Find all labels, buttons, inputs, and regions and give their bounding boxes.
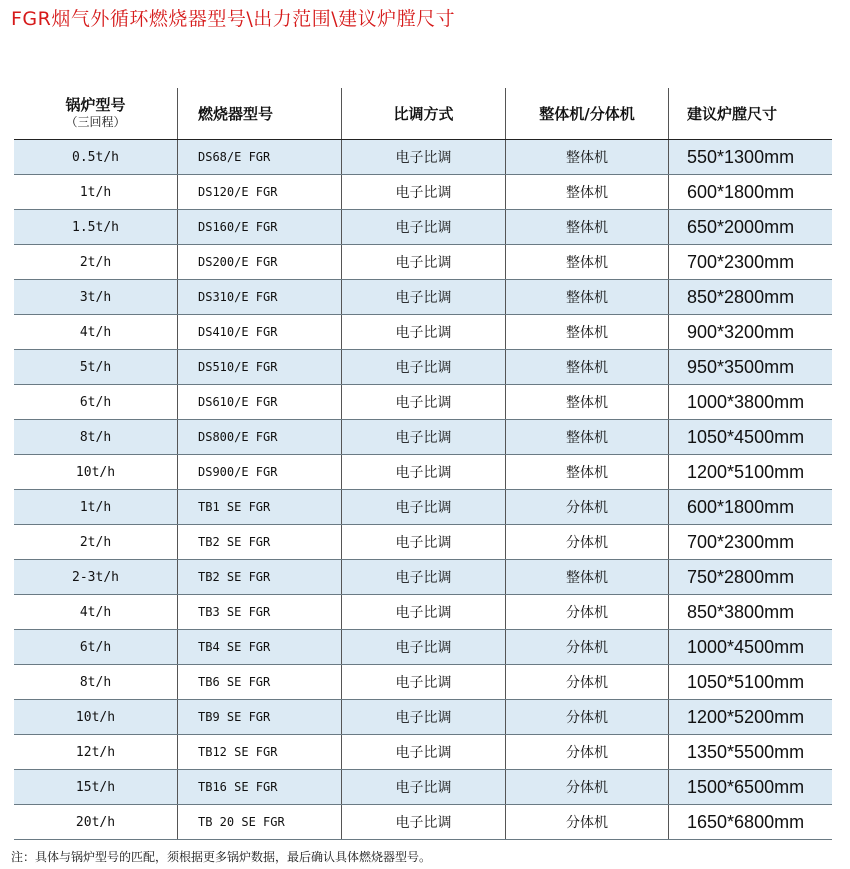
cell-furnace-size: 650*2000mm (668, 210, 832, 244)
cell-regulation: 电子比调 (341, 350, 505, 384)
cell-burner-model: TB2 SE FGR (177, 525, 341, 559)
table-row (14, 245, 832, 280)
cell-unit-type: 整体机 (505, 385, 668, 419)
cell-furnace-size: 1650*6800mm (668, 805, 832, 839)
table-row (14, 770, 832, 805)
cell-burner-model: DS900/E FGR (177, 455, 341, 489)
cell-burner-model: TB 20 SE FGR (177, 805, 341, 839)
cell-regulation: 电子比调 (341, 700, 505, 734)
cell-boiler-model: 3t/h (79, 289, 112, 305)
header-boiler-model (14, 88, 177, 139)
cell-unit-type: 整体机 (505, 280, 668, 314)
table-row (14, 805, 832, 840)
cell-regulation: 电子比调 (341, 245, 505, 279)
cell-unit-type: 分体机 (505, 490, 668, 524)
cell-unit-type: 整体机 (505, 560, 668, 594)
table-header-row (14, 88, 832, 140)
cell-regulation: 电子比调 (341, 140, 505, 174)
cell-burner-model: DS120/E FGR (177, 175, 341, 209)
cell-furnace-size: 1000*3800mm (668, 385, 832, 419)
cell-burner-model: TB3 SE FGR (177, 595, 341, 629)
header-furnace-size: 建议炉膛尺寸 (668, 88, 832, 139)
cell-unit-type: 分体机 (505, 630, 668, 664)
table-row (14, 665, 832, 700)
cell-regulation: 电子比调 (341, 175, 505, 209)
table-row (14, 315, 832, 350)
cell-boiler-model: 1t/h (79, 184, 112, 200)
cell-furnace-size: 850*2800mm (668, 280, 832, 314)
cell-furnace-size: 1050*5100mm (668, 665, 832, 699)
cell-burner-model: DS200/E FGR (177, 245, 341, 279)
cell-boiler-model: 10t/h (75, 464, 116, 480)
header-burner-model: 燃烧器型号 (177, 88, 341, 139)
cell-boiler-model: 2t/h (79, 254, 112, 270)
cell-burner-model: TB4 SE FGR (177, 630, 341, 664)
table-row (14, 630, 832, 665)
cell-furnace-size: 600*1800mm (668, 175, 832, 209)
cell-burner-model: DS610/E FGR (177, 385, 341, 419)
cell-regulation: 电子比调 (341, 280, 505, 314)
cell-furnace-size: 1000*4500mm (668, 630, 832, 664)
cell-unit-type: 整体机 (505, 245, 668, 279)
cell-regulation: 电子比调 (341, 560, 505, 594)
header-boiler-model-label: 锅炉型号 (65, 95, 126, 114)
cell-furnace-size: 1200*5200mm (668, 700, 832, 734)
cell-burner-model: DS510/E FGR (177, 350, 341, 384)
cell-boiler-model: 2-3t/h (72, 569, 119, 585)
cell-furnace-size: 1050*4500mm (668, 420, 832, 454)
cell-burner-model: DS310/E FGR (177, 280, 341, 314)
cell-burner-model: TB12 SE FGR (177, 735, 341, 769)
cell-regulation: 电子比调 (341, 630, 505, 664)
cell-regulation: 电子比调 (341, 385, 505, 419)
cell-regulation: 电子比调 (341, 525, 505, 559)
header-unit-type: 整体机/分体机 (505, 88, 668, 139)
cell-unit-type: 分体机 (505, 665, 668, 699)
cell-regulation: 电子比调 (341, 665, 505, 699)
table-row (14, 280, 832, 315)
cell-boiler-model: 6t/h (79, 639, 112, 655)
cell-unit-type: 分体机 (505, 525, 668, 559)
cell-boiler-model: 15t/h (75, 779, 116, 795)
cell-furnace-size: 850*3800mm (668, 595, 832, 629)
cell-boiler-model: 1t/h (79, 499, 112, 515)
table-row (14, 210, 832, 245)
table-row (14, 350, 832, 385)
cell-furnace-size: 700*2300mm (668, 525, 832, 559)
cell-boiler-model: 4t/h (79, 324, 112, 340)
table-row (14, 175, 832, 210)
cell-burner-model: DS800/E FGR (177, 420, 341, 454)
table-row (14, 560, 832, 595)
table-row (14, 455, 832, 490)
cell-furnace-size: 750*2800mm (668, 560, 832, 594)
cell-boiler-model: 5t/h (79, 359, 112, 375)
cell-burner-model: TB9 SE FGR (177, 700, 341, 734)
table-row (14, 525, 832, 560)
table-row (14, 140, 832, 175)
table-row (14, 420, 832, 455)
cell-regulation: 电子比调 (341, 735, 505, 769)
footnote: 注：具体与锅炉型号的匹配，须根据更多锅炉数据，最后确认具体燃烧器型号。 (11, 850, 432, 864)
cell-furnace-size: 700*2300mm (668, 245, 832, 279)
cell-regulation: 电子比调 (341, 595, 505, 629)
cell-regulation: 电子比调 (341, 805, 505, 839)
cell-unit-type: 分体机 (505, 770, 668, 804)
cell-furnace-size: 900*3200mm (668, 315, 832, 349)
cell-boiler-model: 10t/h (75, 709, 116, 725)
cell-regulation: 电子比调 (341, 490, 505, 524)
cell-unit-type: 整体机 (505, 175, 668, 209)
cell-burner-model: TB6 SE FGR (177, 665, 341, 699)
cell-burner-model: DS410/E FGR (177, 315, 341, 349)
cell-furnace-size: 1200*5100mm (668, 455, 832, 489)
cell-unit-type: 整体机 (505, 210, 668, 244)
cell-regulation: 电子比调 (341, 420, 505, 454)
table-row (14, 490, 832, 525)
cell-unit-type: 整体机 (505, 140, 668, 174)
cell-boiler-model: 20t/h (75, 814, 116, 830)
cell-burner-model: DS68/E FGR (177, 140, 341, 174)
cell-boiler-model: 4t/h (79, 604, 112, 620)
cell-unit-type: 分体机 (505, 700, 668, 734)
cell-regulation: 电子比调 (341, 455, 505, 489)
cell-burner-model: TB1 SE FGR (177, 490, 341, 524)
cell-boiler-model: 1.5t/h (72, 219, 119, 235)
cell-burner-model: TB16 SE FGR (177, 770, 341, 804)
cell-burner-model: TB2 SE FGR (177, 560, 341, 594)
cell-furnace-size: 600*1800mm (668, 490, 832, 524)
cell-furnace-size: 550*1300mm (668, 140, 832, 174)
header-regulation: 比调方式 (341, 88, 505, 139)
cell-unit-type: 分体机 (505, 595, 668, 629)
table-row (14, 385, 832, 420)
cell-furnace-size: 1350*5500mm (668, 735, 832, 769)
cell-boiler-model: 2t/h (79, 534, 112, 550)
cell-burner-model: DS160/E FGR (177, 210, 341, 244)
cell-unit-type: 分体机 (505, 805, 668, 839)
cell-unit-type: 整体机 (505, 455, 668, 489)
cell-regulation: 电子比调 (341, 770, 505, 804)
table-row (14, 595, 832, 630)
cell-unit-type: 整体机 (505, 315, 668, 349)
page-title: FGR烟气外循环燃烧器型号\出力范围\建议炉膛尺寸 (11, 8, 456, 30)
table-row (14, 735, 832, 770)
cell-furnace-size: 1500*6500mm (668, 770, 832, 804)
cell-regulation: 电子比调 (341, 315, 505, 349)
cell-boiler-model: 8t/h (79, 674, 112, 690)
table-body (14, 140, 832, 840)
cell-boiler-model: 8t/h (79, 429, 112, 445)
cell-unit-type: 整体机 (505, 350, 668, 384)
cell-unit-type: 整体机 (505, 420, 668, 454)
burner-spec-table (14, 88, 832, 840)
cell-boiler-model: 0.5t/h (72, 149, 119, 165)
header-boiler-model-sub: （三回程） (65, 114, 126, 129)
table-row (14, 700, 832, 735)
cell-boiler-model: 12t/h (75, 744, 116, 760)
cell-unit-type: 分体机 (505, 735, 668, 769)
cell-boiler-model: 6t/h (79, 394, 112, 410)
cell-regulation: 电子比调 (341, 210, 505, 244)
cell-furnace-size: 950*3500mm (668, 350, 832, 384)
